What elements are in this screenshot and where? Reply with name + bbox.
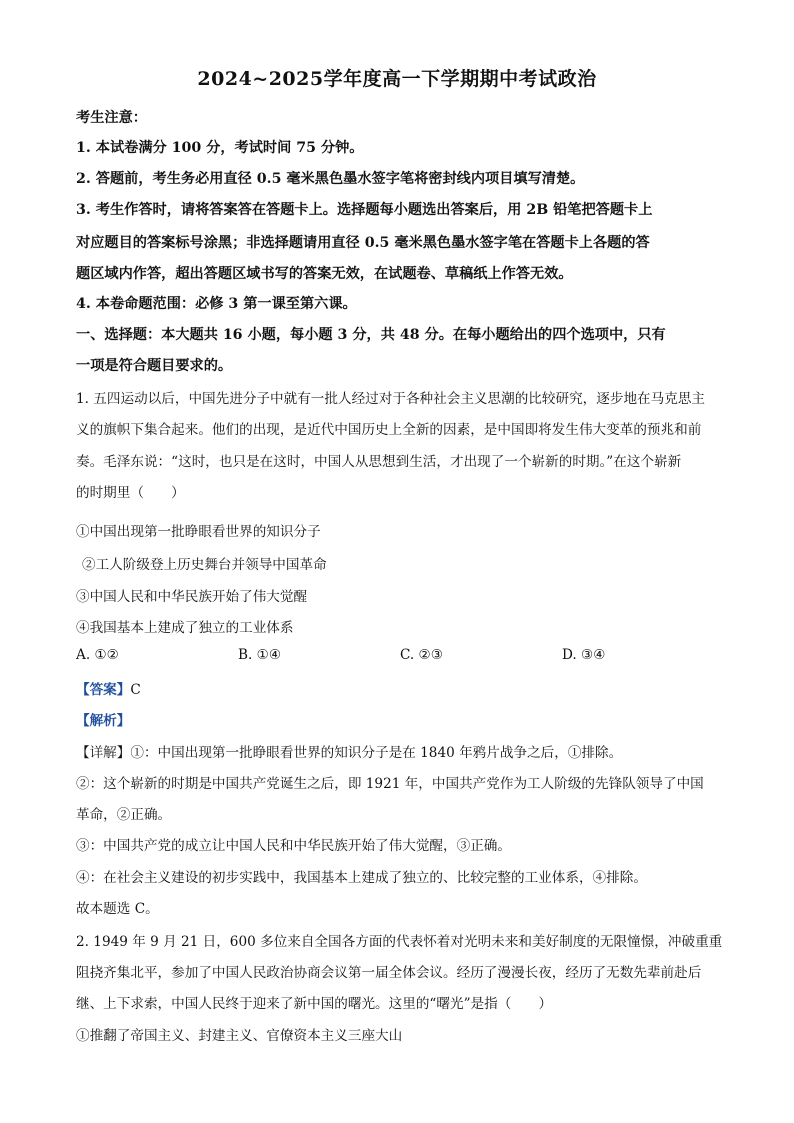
q1-stem-line4: 的时期里（ ）	[76, 485, 185, 501]
q1-detail-line5: ④：在社会主义建设的初步实践中，我国基本上建成了独立的、比较完整的工业体系，④排除。	[76, 870, 647, 886]
q1-option-c: C. ②③	[400, 647, 443, 663]
notice-heading: 考生注意：	[76, 110, 147, 126]
q1-detail-line4: ③：中国共产党的成立让中国人民和中华民族开始了伟大觉醒，③正确。	[76, 838, 511, 854]
q1-item-2: ②工人阶级登上历史舞台并领导中国革命	[82, 557, 327, 573]
q1-answer	[76, 678, 726, 698]
q2-item-1: ①推翻了帝国主义、封建主义、官僚资本主义三座大山	[76, 1028, 403, 1044]
notice-item-2: 2. 答题前，考生务必用直径 0.5 毫米黑色墨水签字笔将密封线内项目填写清楚。	[76, 171, 585, 187]
notice-item-1: 1. 本试卷满分 100 分，考试时间 75 分钟。	[76, 140, 364, 156]
q1-stem-line3: 奏。毛泽东说：“这时，也只是在这时，中国人从思想到生活，才出现了一个崭新的时期。”在这个崭新	[76, 454, 682, 470]
q1-option-b: B. ①④	[238, 647, 282, 663]
q2-stem-line1: 2. 1949 年 9 月 21 日，600 多位来自全国各方面的代表怀着对光明未来和美好制度的无限憧憬，冲破重重	[76, 934, 723, 950]
q1-detail-line1: 【详解】①：中国出现第一批睁眼看世界的知识分子是在 1840 年鸦片战争之后，①排除。	[76, 745, 623, 761]
section-heading-line2: 一项是符合题目要求的。	[76, 358, 233, 374]
q1-item-4: ④我国基本上建成了独立的工业体系	[76, 620, 294, 636]
q2-stem-line3: 继、上下求索，中国人民终于迎来了新中国的曙光。这里的“曙光”是指（ ）	[76, 996, 553, 1012]
q1-detail-line2: ②：这个崭新的时期是中国共产党诞生之后，即 1921 年，中国共产党作为工人阶级的先锋队领导了中国	[76, 776, 704, 792]
q1-option-d: D. ③④	[562, 647, 606, 663]
q1-item-1: ①中国出现第一批睁眼看世界的知识分子	[76, 524, 321, 540]
q1-stem-line1: 1. 五四运动以后，中国先进分子中就有一批人经过对于各种社会主义思潮的比较研究，逐步地在马克思主	[76, 391, 706, 407]
q1-detail-line3: 革命，②正确。	[76, 807, 172, 823]
notice-item-3-line2: 对应题目的答案标号涂黑；非选择题请用直径 0.5 毫米黑色墨水签字笔在答题卡上各题的答	[76, 235, 650, 251]
answer-tag: 【答案】	[76, 682, 131, 698]
notice-item-3-line3: 题区域内作答，超出答题区域书写的答案无效，在试题卷、草稿纸上作答无效。	[76, 266, 573, 282]
answer-value: C	[130, 682, 141, 698]
exam-title: 2024~2025学年度高一下学期期中考试政治	[197, 68, 597, 90]
notice-item-4: 4. 本卷命题范围：必修 3 第一课至第六课。	[76, 296, 357, 312]
q1-stem-line2: 义的旗帜下集合起来。他们的出现，是近代中国历史上全新的因素，是中国即将发生伟大变革的预兆和前	[76, 422, 702, 438]
q2-stem-line2: 阻挠齐集北平，参加了中国人民政治协商会议第一届全体会议。经历了漫漫长夜，经历了无数先辈前赴后	[76, 965, 702, 981]
section-heading-line1: 一、选择题：本大题共 16 小题，每小题 3 分，共 48 分。在每小题给出的四个选项中，只有	[76, 327, 666, 343]
analysis-tag: 【解析】	[76, 713, 131, 729]
q1-item-3: ③中国人民和中华民族开始了伟大觉醒	[76, 589, 308, 605]
q1-option-a: A. ①②	[76, 647, 119, 663]
notice-item-3-line1: 3. 考生作答时，请将答案答在答题卡上。选择题每小题选出答案后，用 2B 铅笔把答题卡上	[76, 202, 653, 218]
q1-conclusion: 故本题选 C。	[76, 901, 159, 917]
